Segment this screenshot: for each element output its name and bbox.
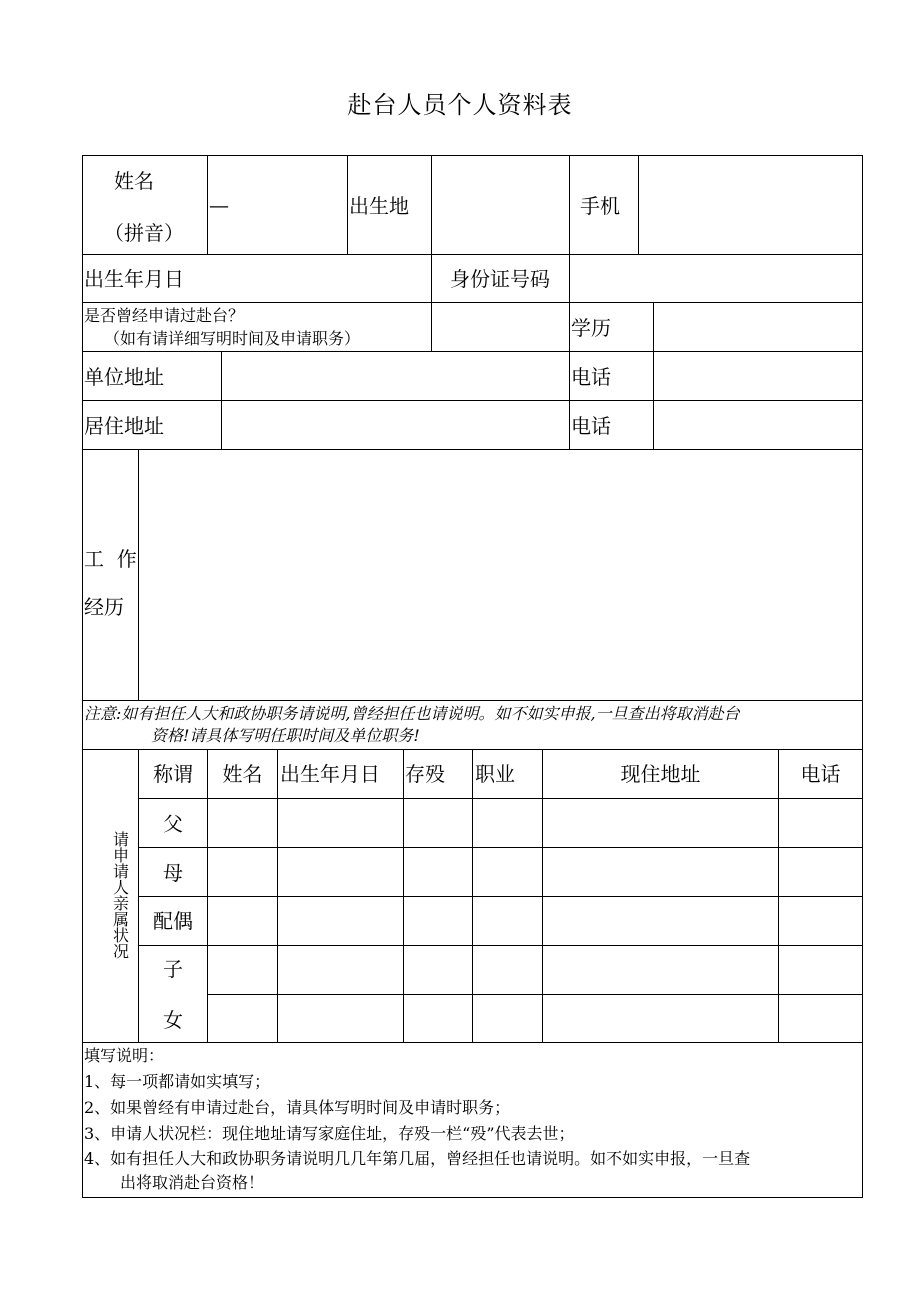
family-header-phone: 电话 <box>800 762 841 786</box>
instruction-item-4: 4、如有担任人大和政协职务请说明几几年第几届，曾经担任也请说明。如不如实申报，一旦查 <box>84 1149 751 1168</box>
id-number-field[interactable] <box>571 255 861 301</box>
family-row-son: 子 <box>163 957 183 981</box>
family-row-mother: 母 <box>163 861 183 885</box>
family-header-birthdate: 出生年月日 <box>280 762 380 786</box>
name-dash: — <box>209 193 229 217</box>
mobile-label: 手机 <box>580 194 620 218</box>
birthplace-label: 出生地 <box>349 194 409 218</box>
family-header-address: 现住地址 <box>620 762 701 786</box>
family-header-occupation: 职业 <box>475 762 515 786</box>
name-field[interactable] <box>209 156 346 253</box>
name-label: 姓名 <box>114 169 154 193</box>
applied-before-note: （如有请详细写明时间及申请职务） <box>104 329 361 348</box>
education-field[interactable] <box>655 303 861 350</box>
work-history-label-1: 工 作 <box>84 547 137 571</box>
applied-before-field[interactable] <box>433 303 568 350</box>
birthplace-field[interactable] <box>433 156 568 253</box>
work-phone-field[interactable] <box>655 352 861 399</box>
instruction-item-1: 1、每一项都请如实填写； <box>84 1072 271 1091</box>
family-spouse-fields[interactable] <box>208 897 862 944</box>
family-header-status: 存殁 <box>405 762 445 786</box>
home-phone-field[interactable] <box>655 401 861 448</box>
family-row-father: 父 <box>163 812 183 836</box>
notice-line-2: 资格!请具体写明任职时间及单位职务! <box>151 726 420 745</box>
work-history-label-2: 经历 <box>84 595 124 619</box>
family-side-label: 请申请人亲属状况 <box>112 830 129 961</box>
work-history-field[interactable] <box>140 450 861 699</box>
education-label: 学历 <box>571 316 611 340</box>
family-daughter-fields[interactable] <box>208 995 862 1041</box>
birthdate-label: 出生年月日 <box>84 267 184 291</box>
instruction-item-2: 2、如果曾经有申请过赴台，请具体写明时间及申请时职务； <box>84 1098 511 1117</box>
work-phone-label: 电话 <box>571 365 611 389</box>
home-address-field[interactable] <box>223 401 568 448</box>
birthdate-field[interactable] <box>250 255 430 301</box>
home-address-label: 居住地址 <box>84 414 164 438</box>
instruction-item-3: 3、申请人状况栏：现住地址请写家庭住址，存殁一栏“殁”代表去世； <box>84 1124 575 1143</box>
work-address-field[interactable] <box>223 352 568 399</box>
applied-before-label: 是否曾经申请过赴台？ <box>84 306 245 325</box>
home-phone-label: 电话 <box>571 414 611 438</box>
notice-line-1: 注意:如有担任人大和政协职务请说明,曾经担任也请说明。如不如实申报,一旦查出将取消赴台 <box>84 704 740 723</box>
work-address-label: 单位地址 <box>84 365 164 389</box>
pinyin-label: （拼音） <box>104 221 184 245</box>
id-number-label: 身份证号码 <box>450 267 550 291</box>
instruction-item-4-cont: 出将取消赴台资格！ <box>120 1173 265 1192</box>
family-row-daughter: 女 <box>163 1008 183 1032</box>
mobile-field[interactable] <box>640 156 861 253</box>
family-father-fields[interactable] <box>208 799 862 846</box>
family-son-fields[interactable] <box>208 946 862 993</box>
instructions-heading: 填写说明： <box>84 1046 165 1065</box>
family-header-relation: 称谓 <box>153 762 193 786</box>
page-title: 赴台人员个人资料表 <box>347 91 573 119</box>
family-header-name: 姓名 <box>222 762 263 786</box>
family-mother-fields[interactable] <box>208 848 862 895</box>
family-row-spouse: 配偶 <box>153 909 193 933</box>
